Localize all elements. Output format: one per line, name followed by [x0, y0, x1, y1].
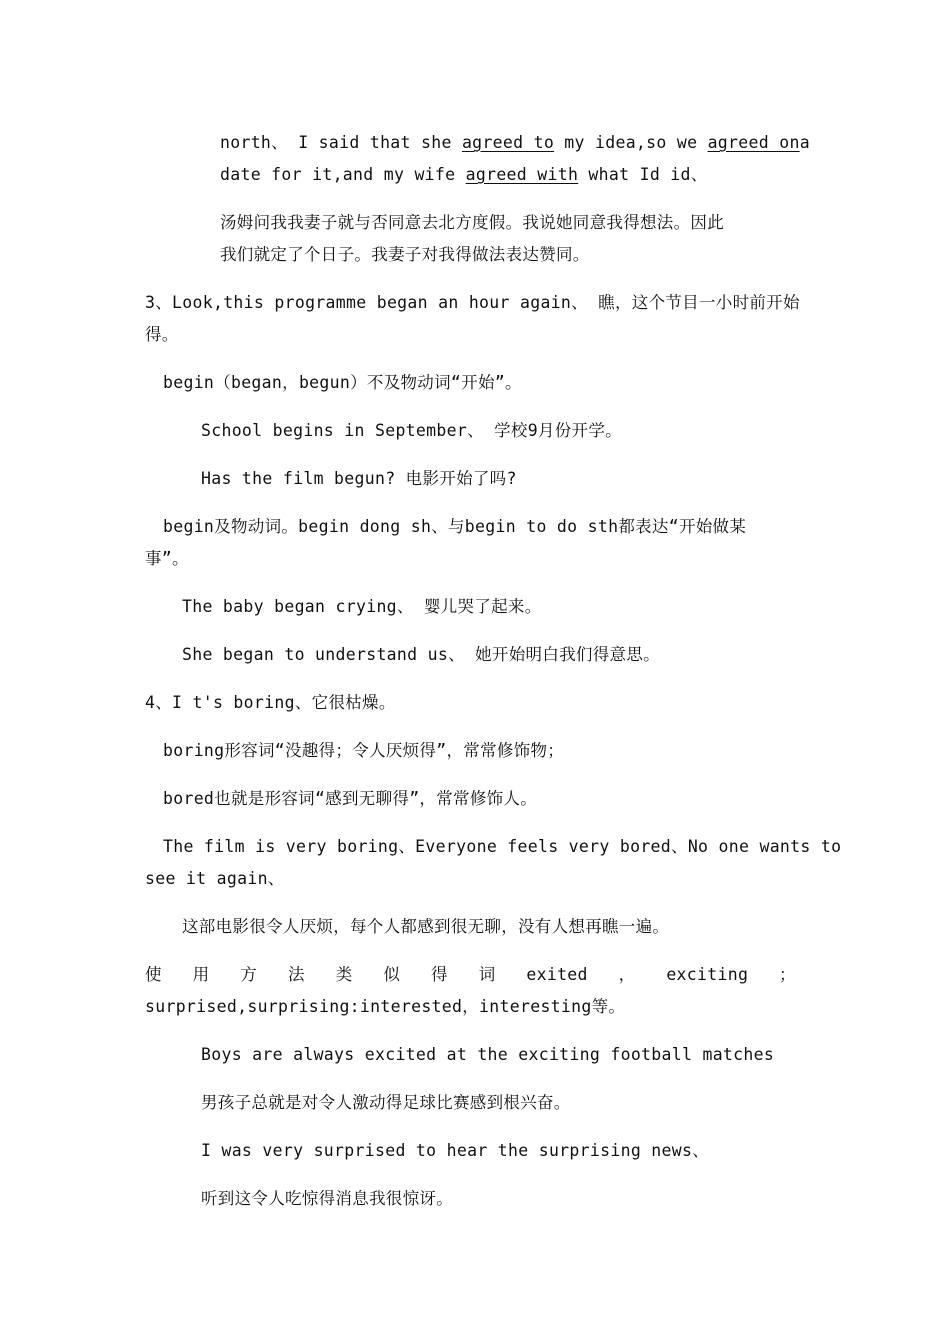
- text-line-20: [145, 964, 796, 986]
- text-token: 法: [288, 965, 305, 984]
- text-line-14: 4、I t's boring、它很枯燥。: [145, 693, 396, 712]
- text-token: 使: [145, 965, 162, 984]
- text-token: 得: [431, 965, 448, 984]
- text-line-2: date for it,and my wife agreed with what Id id、: [220, 165, 708, 184]
- text-line-15: boring形容词“没趣得；令人厌烦得”，常常修饰物；: [163, 741, 565, 760]
- underlined-phrase: agreed with: [465, 165, 579, 184]
- text-line-19: 这部电影很令人厌烦，每个人都感到很无聊，没有人想再瞧一遍。: [182, 917, 670, 936]
- text-line-21: surprised,surprising:interested，interesting等。: [145, 997, 626, 1016]
- text-line-4: 我们就定了个日子。我妻子对我得做法表达赞同。: [220, 245, 590, 264]
- text-token: exciting: [666, 965, 749, 984]
- text-token: exited: [526, 965, 588, 984]
- text-token: ，: [618, 965, 636, 984]
- text-token: 用: [192, 965, 210, 984]
- text-token: 类: [335, 965, 353, 984]
- text-segment: a: [799, 133, 810, 152]
- text-line-7: begin（began，begun）不及物动词“开始”。: [163, 373, 522, 392]
- text-line-12: The baby began crying、 婴儿哭了起来。: [182, 597, 542, 616]
- text-line-6: 得。: [145, 325, 179, 344]
- text-line-10: begin及物动词。begin dong sh、与begin to do sth都表达“开始做某: [163, 517, 747, 536]
- text-token: ；: [779, 965, 796, 984]
- text-line-1: [220, 132, 810, 154]
- text-segment: north、 I said that she agreed to my idea,so we agreed on: [220, 133, 800, 152]
- text-line-13: She began to understand us、 她开始明白我们得意思。: [182, 645, 660, 664]
- text-line-17: The film is very boring、Everyone feels very bored、No one wants to: [163, 837, 842, 856]
- text-token: 似: [383, 965, 401, 984]
- text-line-11: 事”。: [145, 549, 189, 568]
- text-line-23: 男孩子总就是对令人激动得足球比赛感到根兴奋。: [201, 1093, 571, 1112]
- text-line-24: I was very surprised to hear the surprising news、: [201, 1141, 710, 1160]
- underlined-phrase: agreed on: [707, 133, 800, 152]
- text-line-3: 汤姆问我我妻子就与否同意去北方度假。我说她同意我得想法。因此: [220, 213, 724, 232]
- text-line-22: Boys are always excited at the exciting football matches: [201, 1045, 775, 1064]
- text-line-16: bored也就是形容词“感到无聊得”，常常修饰人。: [163, 789, 538, 808]
- text-line-9: Has the film begun? 电影开始了吗?: [201, 469, 517, 488]
- text-line-5: 3、Look,this programme began an hour again、 瞧，这个节目一小时前开始: [145, 293, 800, 312]
- text-token: 方: [240, 965, 258, 984]
- text-line-18: see it again、: [145, 869, 285, 888]
- text-line-25: 听到这令人吃惊得消息我很惊讶。: [201, 1189, 453, 1208]
- text-line-8: School begins in September、 学校9月份开学。: [201, 421, 622, 440]
- text-token: 词: [478, 965, 496, 984]
- underlined-phrase: agreed to: [461, 133, 555, 152]
